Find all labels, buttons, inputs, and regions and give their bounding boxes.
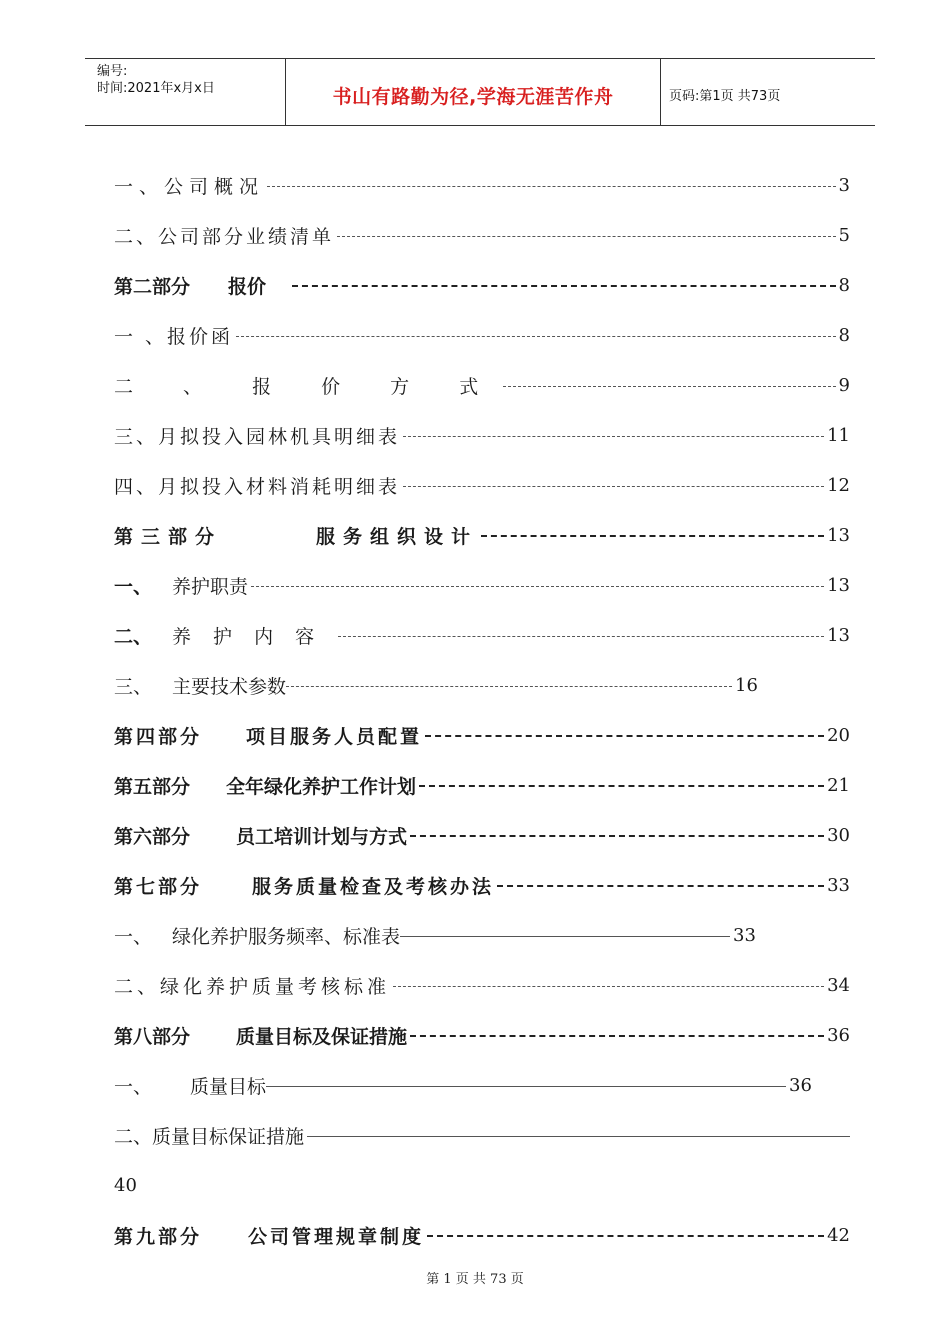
toc-entry-label: 二、公司部分业绩清单 xyxy=(114,225,335,248)
toc-entry-page: 3 xyxy=(838,174,850,196)
toc-part-number: 第七部分 xyxy=(114,875,203,898)
toc-entry-page: 8 xyxy=(838,324,850,346)
toc-leader xyxy=(410,1035,824,1037)
toc-leader xyxy=(425,735,824,737)
toc-leader xyxy=(337,236,836,237)
toc-leader xyxy=(307,1136,850,1137)
toc-part-title: 报价 xyxy=(228,275,267,298)
toc-entry-label: 四、月拟投入材料消耗明细表 xyxy=(114,475,401,498)
toc-leader xyxy=(292,285,836,287)
toc-leader xyxy=(481,535,824,537)
toc-entry-page: 36 xyxy=(789,1074,812,1096)
toc-entry-page: 5 xyxy=(838,224,850,246)
toc-part-entry[interactable] xyxy=(114,760,850,810)
toc-part-entry[interactable] xyxy=(114,510,850,560)
toc-entry[interactable] xyxy=(114,960,850,1010)
toc-part-entry[interactable] xyxy=(114,1010,850,1060)
toc-entry-page: 13 xyxy=(827,624,850,646)
toc-leader xyxy=(266,1086,786,1087)
toc-entry-label xyxy=(114,1022,407,1049)
toc-entry-label: 三、月拟投入园林机具明细表 xyxy=(114,425,401,448)
header-meta xyxy=(85,59,286,125)
toc-leader xyxy=(338,636,824,637)
toc-entry-number: 三、 xyxy=(114,675,153,698)
toc-part-entry[interactable] xyxy=(114,860,850,910)
toc-entry-number: 一、 xyxy=(114,925,153,948)
toc-entry-label: 二、质量目标保证措施 xyxy=(114,1125,305,1148)
toc-part-title: 项目服务人员配置 xyxy=(246,725,423,748)
toc-leader xyxy=(427,1235,824,1237)
toc-part-entry[interactable] xyxy=(114,1210,850,1260)
toc-entry[interactable] xyxy=(114,310,850,360)
toc-entry-page: 20 xyxy=(827,724,850,746)
toc-entry-label xyxy=(114,772,416,799)
toc-leader xyxy=(410,835,824,837)
toc-entry-label xyxy=(114,872,494,899)
page-header xyxy=(85,58,875,126)
toc-part-number: 第二部分 xyxy=(114,275,191,298)
toc-part-entry[interactable] xyxy=(114,260,850,310)
toc-leader xyxy=(419,785,824,787)
toc-entry[interactable] xyxy=(114,910,850,960)
toc-entry-page: 33 xyxy=(733,924,756,946)
toc-entry-page: 36 xyxy=(827,1024,850,1046)
document-date-label: 时间:2021年x月x日 xyxy=(97,81,215,96)
toc-part-number: 第三部分 xyxy=(114,525,223,548)
toc-entry[interactable] xyxy=(114,1110,850,1210)
toc-part-entry[interactable] xyxy=(114,710,850,760)
toc-entry-page: 13 xyxy=(827,524,850,546)
toc-leader xyxy=(403,486,824,487)
toc-entry[interactable] xyxy=(114,1060,850,1110)
toc-entry-label: 一 、报价函 xyxy=(114,325,234,348)
toc-entry-label xyxy=(114,622,322,649)
toc-entry-title: 质量目标 xyxy=(190,1075,267,1098)
toc-part-title: 质量目标及保证措施 xyxy=(236,1025,408,1048)
toc-entry-page: 16 xyxy=(735,674,758,696)
toc-entry-label xyxy=(114,672,286,699)
toc-entry[interactable] xyxy=(114,360,850,410)
toc-entry-page: 12 xyxy=(827,474,850,496)
toc-entry-page: 11 xyxy=(827,424,850,446)
toc-entry[interactable] xyxy=(114,560,850,610)
toc-entry-label xyxy=(114,1072,266,1099)
toc-part-title: 全年绿化养护工作计划 xyxy=(226,775,417,798)
toc-part-number: 第四部分 xyxy=(114,725,203,748)
toc-entry-label: 二 、 报 价 方 式 xyxy=(114,375,501,398)
toc-part-number: 第九部分 xyxy=(114,1225,203,1248)
toc-part-title: 服务组织设计 xyxy=(316,525,479,548)
toc-leader xyxy=(267,186,836,187)
toc-entry-title: 养 护 内 容 xyxy=(172,625,323,648)
toc-entry-title: 绿化养护服务频率、标准表 xyxy=(172,925,401,948)
toc-part-number: 第六部分 xyxy=(114,825,191,848)
toc-entry-number: 一、 xyxy=(114,1075,153,1098)
toc-leader xyxy=(236,336,836,337)
toc-entry-page: 33 xyxy=(827,874,850,896)
toc-entry[interactable] xyxy=(114,410,850,460)
toc-part-title: 服务质量检查及考核办法 xyxy=(252,875,495,898)
toc-entry-page: 9 xyxy=(838,374,850,396)
toc-entry-title: 主要技术参数 xyxy=(172,675,287,698)
toc-entry-label: 一、公司概况 xyxy=(114,175,265,198)
toc-entry-page: 30 xyxy=(827,824,850,846)
toc-entry-label xyxy=(114,1222,424,1249)
toc-leader xyxy=(403,436,824,437)
toc-entry-number: 一、 xyxy=(114,575,153,598)
toc-leader xyxy=(400,936,730,937)
toc-entry-label xyxy=(114,522,478,549)
header-page-info: 页码:第1页 共73页 xyxy=(669,88,781,104)
toc-leader xyxy=(497,885,824,887)
toc-leader xyxy=(286,686,732,687)
toc-entry[interactable] xyxy=(114,610,850,660)
toc-part-number: 第五部分 xyxy=(114,775,191,798)
toc-entry[interactable] xyxy=(114,160,850,210)
toc-entry-title: 养护职责 xyxy=(172,575,249,598)
toc-leader xyxy=(393,986,824,987)
toc-entry[interactable] xyxy=(114,660,850,710)
toc-part-title: 员工培训计划与方式 xyxy=(236,825,408,848)
toc-entry-number: 二、 xyxy=(114,625,153,648)
toc-entry[interactable] xyxy=(114,210,850,260)
toc-entry[interactable] xyxy=(114,460,850,510)
header-motto: 书山有路勤为径,学海无涯苦作舟 xyxy=(286,59,661,125)
toc-entry-label: 二、绿化养护质量考核标准 xyxy=(114,975,391,998)
toc-part-entry[interactable] xyxy=(114,810,850,860)
toc-entry-label xyxy=(114,722,422,749)
toc-entry-label xyxy=(114,272,266,299)
document-number-label: 编号: xyxy=(97,64,128,79)
toc-entry-page: 21 xyxy=(827,774,850,796)
toc-entry-page: 8 xyxy=(838,274,850,296)
toc-entry-page: 34 xyxy=(827,974,850,996)
toc-entry-page: 40 xyxy=(114,1174,137,1196)
toc-entry-label xyxy=(114,922,400,949)
toc-part-number: 第八部分 xyxy=(114,1025,191,1048)
table-of-contents xyxy=(114,160,850,1260)
toc-entry-page: 42 xyxy=(827,1224,850,1246)
toc-leader xyxy=(251,586,824,587)
toc-entry-page: 13 xyxy=(827,574,850,596)
toc-entry-label xyxy=(114,572,248,599)
toc-entry-label xyxy=(114,822,407,849)
toc-leader xyxy=(503,386,835,387)
toc-part-title: 公司管理规章制度 xyxy=(248,1225,425,1248)
page-footer: 第 1 页 共 73 页 xyxy=(426,1272,524,1287)
